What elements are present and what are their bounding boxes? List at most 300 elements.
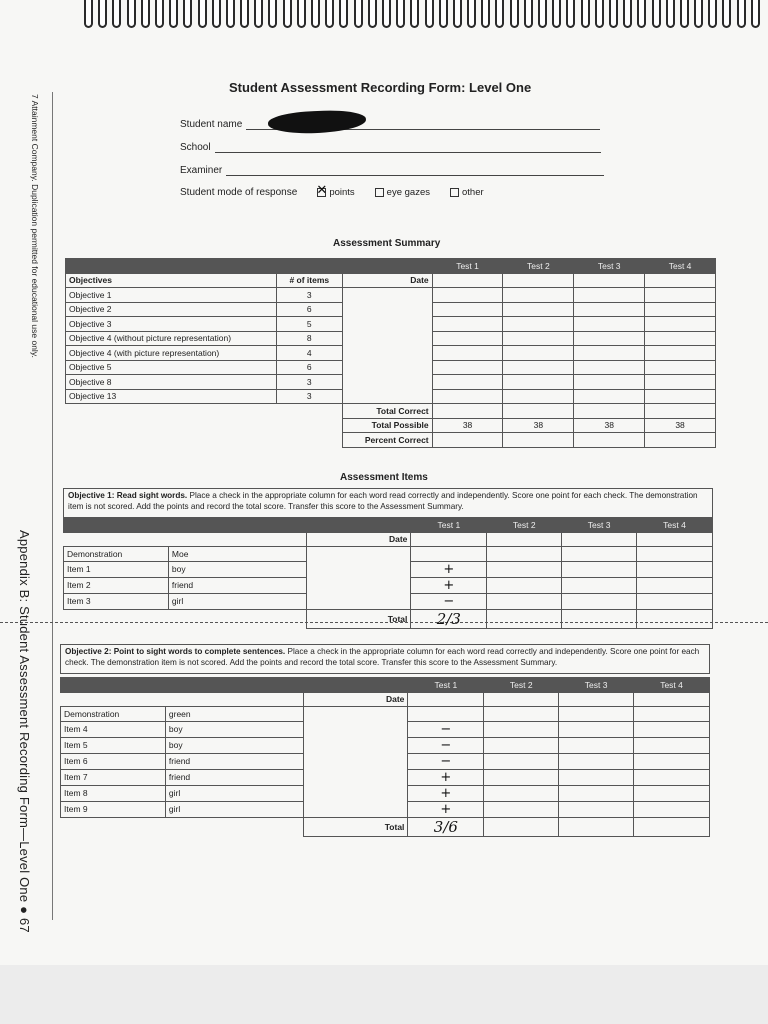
- score-cell[interactable]: [634, 737, 710, 753]
- summary-spacer-cell: [342, 288, 432, 303]
- total-possible-value: 38: [432, 418, 503, 433]
- obj1-test-4-header: Test 4: [637, 518, 713, 533]
- item-row: [61, 769, 710, 785]
- spiral-coil: [510, 0, 519, 28]
- summary-subheader-row: [66, 273, 716, 288]
- score-cell[interactable]: [432, 331, 503, 346]
- option-eye-gazes[interactable]: [375, 187, 430, 198]
- copyright-notice: 7 Attainment Company. Duplication permitted for educational use only.: [30, 94, 40, 358]
- score-cell[interactable]: [634, 785, 710, 801]
- items-title: Assessment Items: [340, 472, 428, 483]
- school-label: School: [180, 142, 211, 153]
- obj2-total-label: Total: [303, 817, 408, 836]
- score-cell[interactable]: [574, 389, 645, 404]
- summary-spacer-cell: [342, 346, 432, 361]
- spiral-coil: [112, 0, 121, 28]
- spiral-coil: [382, 0, 391, 28]
- item-label: Demonstration: [64, 547, 169, 562]
- score-cell[interactable]: [432, 389, 503, 404]
- spiral-coil: [325, 0, 334, 28]
- item-label: Item 1: [64, 561, 169, 577]
- spiral-coil: [524, 0, 533, 28]
- test-1-mark[interactable]: [411, 547, 487, 562]
- spiral-coil: [283, 0, 292, 28]
- percent-correct-label: Percent Correct: [342, 433, 432, 448]
- score-cell[interactable]: [432, 346, 503, 361]
- score-cell[interactable]: [484, 753, 559, 769]
- score-cell[interactable]: [574, 404, 645, 419]
- objective-1-instructions: [63, 488, 713, 518]
- option-other[interactable]: [450, 187, 484, 198]
- date-cell[interactable]: [484, 692, 559, 707]
- score-cell[interactable]: [634, 721, 710, 737]
- item-word: boy: [165, 737, 303, 753]
- spiral-coil: [368, 0, 377, 28]
- item-word: green: [165, 707, 303, 722]
- appendix-footer: [17, 530, 32, 933]
- spiral-coil: [538, 0, 547, 28]
- score-cell[interactable]: [432, 433, 503, 448]
- summary-spacer-cell: [342, 331, 432, 346]
- obj2-test-1-header: Test 1: [408, 678, 484, 693]
- score-cell[interactable]: [559, 737, 634, 753]
- score-cell[interactable]: [574, 302, 645, 317]
- date-cell[interactable]: [637, 532, 713, 547]
- total-possible-value: 38: [645, 418, 716, 433]
- spiral-coil: [481, 0, 490, 28]
- date-cell[interactable]: [432, 273, 503, 288]
- summary-test-4-header: Test 4: [645, 259, 716, 274]
- spiral-coil: [680, 0, 689, 28]
- item-label: Item 2: [64, 577, 169, 593]
- spiral-coil: [467, 0, 476, 28]
- item-label: Item 4: [61, 721, 166, 737]
- points-checkbox[interactable]: [317, 188, 326, 197]
- item-label: Item 6: [61, 753, 166, 769]
- spiral-coil: [396, 0, 405, 28]
- score-cell[interactable]: [559, 785, 634, 801]
- objective-item-count: 6: [276, 302, 342, 317]
- score-cell[interactable]: [484, 801, 559, 817]
- item-label: Item 3: [64, 593, 169, 609]
- obj2-test-2-header: Test 2: [484, 678, 559, 693]
- objective-item-count: 3: [276, 375, 342, 390]
- item-spacer-cell: [306, 593, 411, 609]
- objective-name: Objective 1: [66, 288, 277, 303]
- item-label: Item 9: [61, 801, 166, 817]
- objective-2-instructions: [60, 644, 710, 674]
- score-cell[interactable]: [487, 577, 562, 593]
- margin-rule: [52, 92, 53, 920]
- total-correct-row: [66, 404, 716, 419]
- item-row: [61, 707, 710, 722]
- score-cell[interactable]: [574, 433, 645, 448]
- spiral-coil: [453, 0, 462, 28]
- score-cell[interactable]: [432, 317, 503, 332]
- score-cell[interactable]: [484, 769, 559, 785]
- spiral-coil: [609, 0, 618, 28]
- spiral-coil: [495, 0, 504, 28]
- spiral-coil: [155, 0, 164, 28]
- score-cell[interactable]: [634, 801, 710, 817]
- item-row: [64, 593, 713, 609]
- item-row: [64, 561, 713, 577]
- score-cell[interactable]: [574, 317, 645, 332]
- items-count-header: # of items: [276, 273, 342, 288]
- spiral-coil: [751, 0, 760, 28]
- score-cell[interactable]: [562, 593, 637, 609]
- objective-item-count: 4: [276, 346, 342, 361]
- student-name-field: [180, 118, 600, 130]
- obj2-test-4-header: Test 4: [634, 678, 710, 693]
- objective-1-text: Place a check in the appropriate column for each word read correctly and independently. Score one point for each check. The demonstration item is not scored. Add the points and record the total score. Transfer this score to the Assessment Summary.: [68, 491, 698, 511]
- score-cell[interactable]: [634, 707, 710, 722]
- item-label: Demonstration: [61, 707, 166, 722]
- item-row: [61, 737, 710, 753]
- score-cell[interactable]: [645, 331, 716, 346]
- spiral-coil: [566, 0, 575, 28]
- summary-header-row: [66, 259, 716, 274]
- item-word: girl: [165, 785, 303, 801]
- score-cell[interactable]: [503, 404, 574, 419]
- score-cell[interactable]: [487, 561, 562, 577]
- score-cell[interactable]: [432, 360, 503, 375]
- score-cell[interactable]: [637, 561, 713, 577]
- score-cell[interactable]: [574, 331, 645, 346]
- obj1-total-value: 2/3: [411, 609, 487, 628]
- spiral-coil: [183, 0, 192, 28]
- item-label: Item 5: [61, 737, 166, 753]
- score-cell[interactable]: [503, 302, 574, 317]
- spiral-coil: [552, 0, 561, 28]
- spiral-coil: [410, 0, 419, 28]
- spiral-coil: [708, 0, 717, 28]
- summary-row: [66, 375, 716, 390]
- summary-test-1-header: Test 1: [432, 259, 503, 274]
- score-cell[interactable]: [645, 317, 716, 332]
- objective-name: Objective 5: [66, 360, 277, 375]
- item-word: Moe: [168, 547, 306, 562]
- score-cell[interactable]: [634, 817, 710, 836]
- test-1-mark[interactable]: +: [411, 577, 487, 593]
- objective-2-header-row: [61, 678, 710, 693]
- spiral-coil: [722, 0, 731, 28]
- item-word: boy: [165, 721, 303, 737]
- score-cell[interactable]: [634, 753, 710, 769]
- score-cell[interactable]: [487, 593, 562, 609]
- page-title: Student Assessment Recording Form: Level One: [229, 80, 532, 95]
- date-cell[interactable]: [574, 273, 645, 288]
- item-word: girl: [168, 593, 306, 609]
- score-cell[interactable]: [503, 331, 574, 346]
- summary-spacer-cell: [342, 317, 432, 332]
- objective-item-count: 6: [276, 360, 342, 375]
- objective-name: Objective 4 (with picture representation): [66, 346, 277, 361]
- score-cell[interactable]: [432, 375, 503, 390]
- score-cell[interactable]: [562, 577, 637, 593]
- item-word: friend: [165, 753, 303, 769]
- score-cell[interactable]: [645, 302, 716, 317]
- summary-title: Assessment Summary: [333, 238, 441, 249]
- objective-1-header-row: [64, 518, 713, 533]
- percent-correct-row: [66, 433, 716, 448]
- date-cell[interactable]: [645, 273, 716, 288]
- summary-row: [66, 360, 716, 375]
- obj2-total-value: 3/6: [408, 817, 484, 836]
- item-spacer-cell: [303, 801, 408, 817]
- objective-item-count: 3: [276, 288, 342, 303]
- spiral-coil: [666, 0, 675, 28]
- date-cell[interactable]: [559, 692, 634, 707]
- summary-test-3-header: Test 3: [574, 259, 645, 274]
- item-label: Item 8: [61, 785, 166, 801]
- score-cell[interactable]: [503, 360, 574, 375]
- response-mode-row: [180, 187, 504, 198]
- spiral-coil: [737, 0, 746, 28]
- assessment-summary-table: [65, 258, 716, 448]
- score-cell[interactable]: [634, 769, 710, 785]
- spiral-coil: [652, 0, 661, 28]
- objective-name: Objective 3: [66, 317, 277, 332]
- summary-row: [66, 317, 716, 332]
- obj2-test-3-header: Test 3: [559, 678, 634, 693]
- total-possible-value: 38: [503, 418, 574, 433]
- score-cell[interactable]: [574, 360, 645, 375]
- date-cell[interactable]: [487, 532, 562, 547]
- score-cell[interactable]: [637, 547, 713, 562]
- item-spacer-cell: [303, 707, 408, 722]
- objective-1-heading: Objective 1: Read sight words.: [68, 491, 188, 500]
- score-cell[interactable]: [487, 547, 562, 562]
- summary-row: [66, 389, 716, 404]
- spiral-coil: [425, 0, 434, 28]
- spiral-coil: [226, 0, 235, 28]
- summary-spacer-cell: [342, 360, 432, 375]
- spiral-coil: [240, 0, 249, 28]
- score-cell[interactable]: [503, 317, 574, 332]
- date-cell[interactable]: [634, 692, 710, 707]
- item-word: girl: [165, 801, 303, 817]
- objective-name: Objective 13: [66, 389, 277, 404]
- spiral-coil: [439, 0, 448, 28]
- score-cell[interactable]: [484, 707, 559, 722]
- score-cell[interactable]: [432, 302, 503, 317]
- score-cell[interactable]: [432, 288, 503, 303]
- test-1-mark[interactable]: −: [408, 753, 484, 769]
- score-cell[interactable]: [484, 785, 559, 801]
- summary-date-label: Date: [342, 273, 432, 288]
- score-cell[interactable]: [574, 346, 645, 361]
- total-possible-row: [66, 418, 716, 433]
- objective-2-total-row: [61, 817, 710, 836]
- spiral-coil: [595, 0, 604, 28]
- score-cell[interactable]: [484, 817, 559, 836]
- item-row: [61, 801, 710, 817]
- test-1-mark[interactable]: +: [408, 785, 484, 801]
- date-cell[interactable]: [411, 532, 487, 547]
- score-cell[interactable]: [574, 288, 645, 303]
- objective-1-total-row: [64, 609, 713, 628]
- score-cell[interactable]: [432, 404, 503, 419]
- score-cell[interactable]: [645, 360, 716, 375]
- item-word: friend: [168, 577, 306, 593]
- score-cell[interactable]: [562, 561, 637, 577]
- objective-item-count: 3: [276, 389, 342, 404]
- date-cell[interactable]: [408, 692, 484, 707]
- obj1-test-3-header: Test 3: [562, 518, 637, 533]
- objective-2-heading: Objective 2: Point to sight words to complete sentences.: [65, 647, 286, 656]
- score-cell[interactable]: [645, 389, 716, 404]
- item-row: [61, 721, 710, 737]
- total-possible-value: 38: [574, 418, 645, 433]
- item-spacer-cell: [303, 721, 408, 737]
- spiral-coil: [212, 0, 221, 28]
- score-cell[interactable]: [503, 433, 574, 448]
- obj1-total-label: Total: [306, 609, 411, 628]
- score-cell[interactable]: [562, 547, 637, 562]
- item-spacer-cell: [303, 737, 408, 753]
- score-cell[interactable]: [637, 577, 713, 593]
- item-word: friend: [165, 769, 303, 785]
- spiral-coil: [339, 0, 348, 28]
- objective-1-grid: [63, 517, 713, 629]
- school-input[interactable]: [215, 141, 601, 153]
- score-cell[interactable]: [559, 769, 634, 785]
- summary-row: [66, 302, 716, 317]
- score-cell[interactable]: [503, 346, 574, 361]
- score-cell[interactable]: [645, 346, 716, 361]
- item-spacer-cell: [306, 547, 411, 562]
- summary-spacer-cell: [342, 389, 432, 404]
- item-row: [64, 547, 713, 562]
- other-checkbox[interactable]: [450, 188, 459, 197]
- score-cell[interactable]: [645, 375, 716, 390]
- objective-name: Objective 2: [66, 302, 277, 317]
- item-label: Item 7: [61, 769, 166, 785]
- objective-name: Objective 4 (without picture representation): [66, 331, 277, 346]
- spiral-coil: [581, 0, 590, 28]
- item-row: [64, 577, 713, 593]
- spiral-coil: [311, 0, 320, 28]
- score-cell[interactable]: [559, 707, 634, 722]
- school-field: [180, 141, 601, 153]
- test-1-mark[interactable]: −: [411, 593, 487, 609]
- bullet: ●: [17, 906, 32, 915]
- redaction-mark: [268, 109, 367, 134]
- item-spacer-cell: [306, 577, 411, 593]
- score-cell[interactable]: [637, 609, 713, 628]
- test-1-mark[interactable]: +: [408, 801, 484, 817]
- spiral-coil: [623, 0, 632, 28]
- spiral-coil: [198, 0, 207, 28]
- date-cell[interactable]: [503, 273, 574, 288]
- spiral-coil: [637, 0, 646, 28]
- points-label: points: [329, 187, 355, 198]
- score-cell[interactable]: [645, 404, 716, 419]
- scan-background: [0, 965, 768, 1024]
- obj1-date-label: Date: [306, 532, 411, 547]
- summary-row: [66, 288, 716, 303]
- score-cell[interactable]: [574, 375, 645, 390]
- spiral-coil: [141, 0, 150, 28]
- eye-gazes-label: eye gazes: [386, 187, 430, 198]
- spiral-coils: [84, 0, 768, 30]
- item-row: [61, 753, 710, 769]
- total-correct-label: Total Correct: [342, 404, 432, 419]
- appendix-title: Appendix B: Student Assessment Recording Form—Level One: [17, 530, 32, 903]
- test-1-mark[interactable]: +: [411, 561, 487, 577]
- total-possible-label: Total Possible: [342, 418, 432, 433]
- objectives-header: Objectives: [66, 273, 277, 288]
- score-cell[interactable]: [503, 375, 574, 390]
- test-1-mark[interactable]: −: [408, 737, 484, 753]
- item-spacer-cell: [303, 785, 408, 801]
- item-spacer-cell: [306, 561, 411, 577]
- option-points[interactable]: [317, 187, 354, 198]
- score-cell[interactable]: [503, 389, 574, 404]
- score-cell[interactable]: [484, 737, 559, 753]
- summary-spacer-cell: [342, 375, 432, 390]
- item-row: [61, 785, 710, 801]
- spiral-coil: [354, 0, 363, 28]
- examiner-input[interactable]: [226, 164, 604, 176]
- test-1-mark[interactable]: [408, 707, 484, 722]
- objective-2-text: Place a check in the appropriate column for each word read correctly and independently. Score one point for each check. The demonstration item is not scored. Add the points and record the total score. Transfer this score to the Assessment Summary.: [65, 647, 700, 667]
- objective-2-grid: [60, 677, 710, 837]
- student-name-label: Student name: [180, 119, 243, 130]
- other-label: other: [461, 187, 484, 198]
- spiral-coil: [297, 0, 306, 28]
- objective-name: Objective 8: [66, 375, 277, 390]
- score-cell[interactable]: [503, 288, 574, 303]
- score-cell[interactable]: [559, 817, 634, 836]
- summary-row: [66, 331, 716, 346]
- summary-spacer-cell: [342, 302, 432, 317]
- spiral-coil: [694, 0, 703, 28]
- test-1-mark[interactable]: −: [408, 721, 484, 737]
- spiral-coil: [127, 0, 136, 28]
- score-cell[interactable]: [484, 721, 559, 737]
- spiral-coil: [84, 0, 93, 28]
- obj2-date-label: Date: [303, 692, 408, 707]
- item-spacer-cell: [303, 769, 408, 785]
- score-cell[interactable]: [645, 433, 716, 448]
- score-cell[interactable]: [559, 801, 634, 817]
- objective-item-count: 5: [276, 317, 342, 332]
- date-cell[interactable]: [562, 532, 637, 547]
- obj1-test-2-header: Test 2: [487, 518, 562, 533]
- score-cell[interactable]: [637, 593, 713, 609]
- score-cell[interactable]: [645, 288, 716, 303]
- objective-2-date-row: [61, 692, 710, 707]
- score-cell[interactable]: [487, 609, 562, 628]
- spiral-coil: [98, 0, 107, 28]
- spiral-coil: [254, 0, 263, 28]
- score-cell[interactable]: [562, 609, 637, 628]
- summary-row: [66, 346, 716, 361]
- test-1-mark[interactable]: +: [408, 769, 484, 785]
- examiner-field: [180, 164, 604, 176]
- score-cell[interactable]: [559, 721, 634, 737]
- eye-gazes-checkbox[interactable]: [375, 188, 384, 197]
- obj1-test-1-header: Test 1: [411, 518, 487, 533]
- score-cell[interactable]: [559, 753, 634, 769]
- summary-test-2-header: Test 2: [503, 259, 574, 274]
- spiral-coil: [169, 0, 178, 28]
- mode-label: Student mode of response: [180, 187, 298, 198]
- item-word: boy: [168, 561, 306, 577]
- page-number: 67: [17, 917, 32, 933]
